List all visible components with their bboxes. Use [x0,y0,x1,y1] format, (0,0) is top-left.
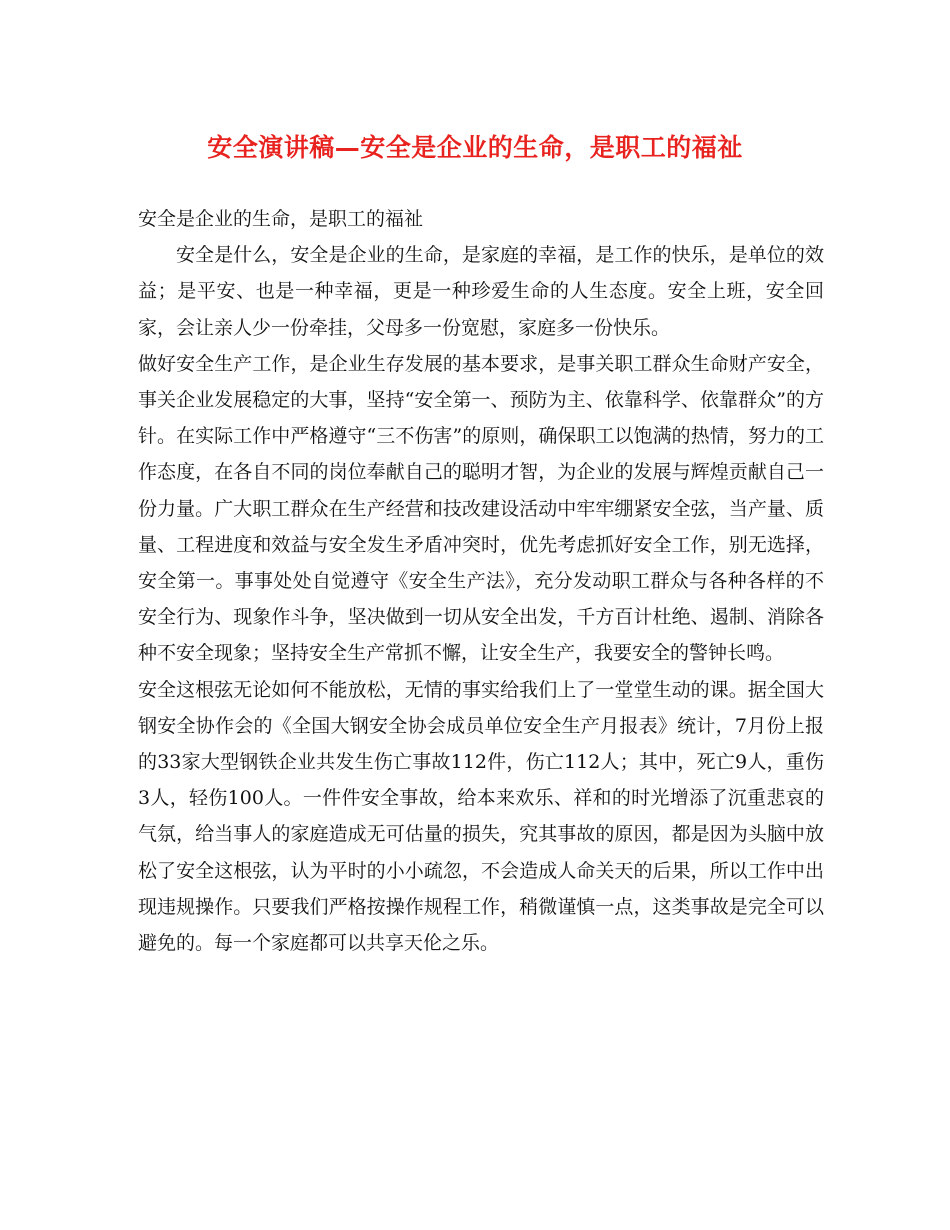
document-body [138,201,824,961]
subtitle-paragraph: 安全是企业的生命，是职工的福祉 [138,208,424,230]
body-paragraph-2: 做好安全生产工作，是企业生存发展的基本要求，是事关职工群众生命财产安全，事关企业发展稳定的大事，坚持“安全第一、预防为主、依靠科学、依靠群众”的方针。在实际工作中严格遵守“三不伤害”的原则，确保职工以饱满的热情，努力的工作态度，在各自不同的岗位奉献自己的聪明才智，为企业的发展与辉煌贡献自己一份力量。广大职工群众在生产经营和技改建设活动中牢牢绷紧安全弦，当产量、质量、工程进度和效益与安全发生矛盾冲突时，优先考虑抓好安全工作，别无选择，安全第一。事事处处自觉遵守《安全生产法》，充分发动职工群众与各种各样的不安全行为、现象作斗争，坚决做到一切从安全出发，千方百计杜绝、遏制、消除各种不安全现象；坚持安全生产常抓不懈，让安全生产，我要安全的警钟长鸣。 [138,352,824,665]
document-title: 安全演讲稿—安全是企业的生命，是职工的福祉 [207,133,743,162]
body-paragraph-1: 安全是什么，安全是企业的生命，是家庭的幸福，是工作的快乐，是单位的效益；是平安、也是一种幸福，更是一种珍爱生命的人生态度。安全上班，安全回家，会让亲人少一份牵挂，父母多一份宽慰，家庭多一份快乐。 [138,244,824,339]
body-paragraph-3: 安全这根弦无论如何不能放松，无情的事实给我们上了一堂堂生动的课。据全国大钢安全协作会的《全国大钢安全协会成员单位安全生产月报表》统计，7月份上报的33家大型钢铁企业共发生伤亡事故112件，伤亡112人；其中，死亡9人，重伤3人，轻伤100人。一件件安全事故，给本来欢乐、祥和的时光增添了沉重悲哀的气氛，给当事人的家庭造成无可估量的损失，究其事故的原因，都是因为头脑中放松了安全这根弦，认为平时的小小疏忽，不会造成人命关天的后果，所以工作中出现违规操作。只要我们严格按操作规程工作，稍微谨慎一点，这类事故是完全可以避免的。每一个家庭都可以共享天伦之乐。 [138,678,824,955]
